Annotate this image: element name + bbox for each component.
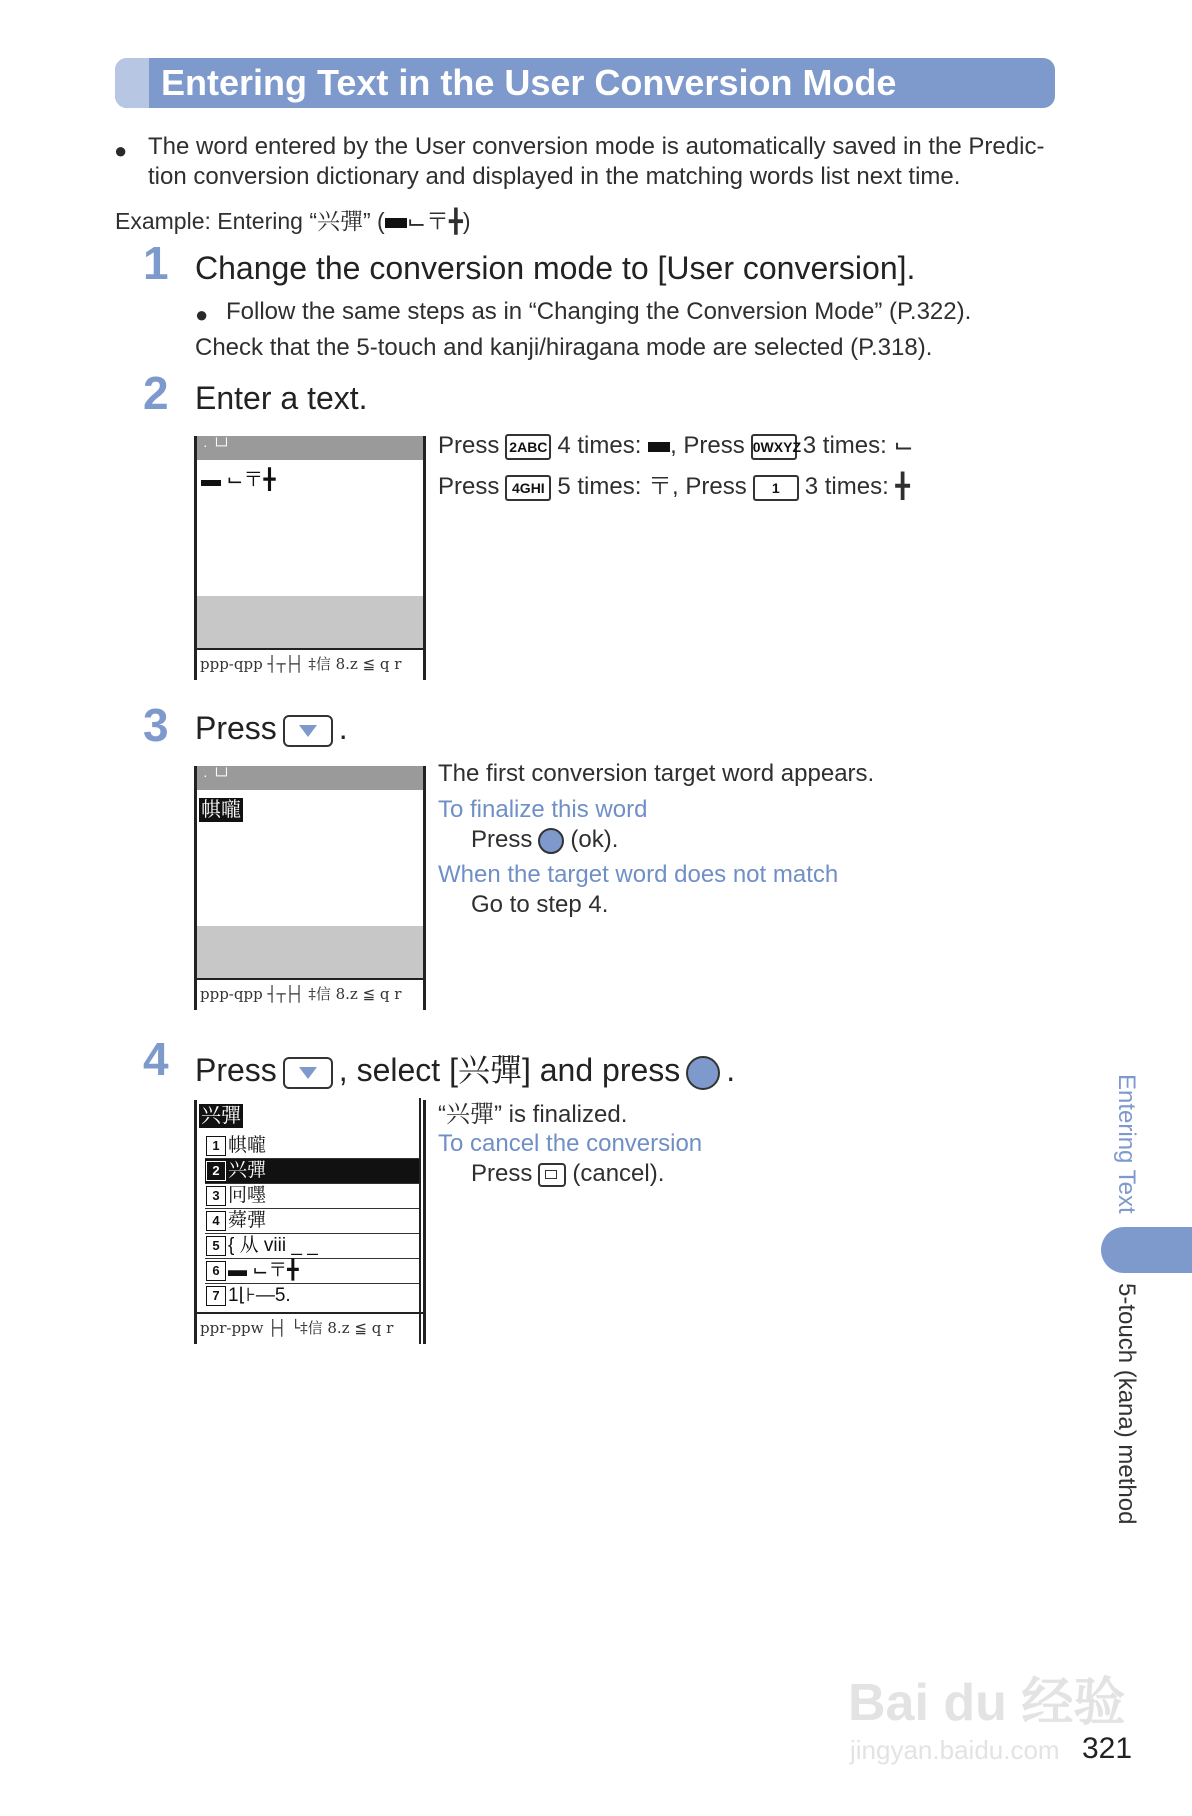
- key-1-icon: 1: [753, 475, 799, 501]
- center-key-icon: [686, 1056, 720, 1090]
- screen-input-text: ▬ ⌙〒╋: [201, 469, 276, 491]
- mail-key-icon: [538, 1163, 566, 1187]
- step-2-number: 2: [143, 367, 169, 419]
- candidate-item: 5 { 从 viii _ _: [205, 1234, 419, 1259]
- step-3-sub-2-text: Go to step 4.: [471, 891, 609, 918]
- step-3-number: 3: [143, 699, 169, 751]
- key-2-icon: 2ABC: [505, 434, 551, 460]
- key-4-icon: 4GHI: [505, 475, 551, 501]
- screen-header: · └┘: [197, 766, 423, 790]
- step-4-sub-1-text: Press (cancel).: [471, 1160, 665, 1187]
- step-1-bullet: Follow the same steps as in “Changing the Conversion Mode” (P.322).: [226, 298, 972, 325]
- example-glyphs: ⌙〒╋: [406, 208, 463, 234]
- intro-line-2: tion conversion dictionary and displayed in the matching words list next time.: [148, 163, 961, 190]
- divider-line: [419, 1098, 421, 1344]
- step-1-note: Check that the 5-touch and kanji/hiragana mode are selected (P.318).: [195, 334, 933, 361]
- screen-header: · └┘: [197, 436, 423, 460]
- step-4-sub-1: To cancel the conversion: [438, 1130, 703, 1157]
- candidate-item: 3 冋嚜: [205, 1184, 419, 1209]
- step-2-line-1: Press 2ABC 4 times: , Press 0WXYZ3 times: ⌙: [438, 432, 914, 459]
- candidate-item: 7 1⌊⊦—5.: [205, 1284, 419, 1308]
- sidebar-chapter: Entering Text: [1113, 1074, 1140, 1214]
- step-1-number: 1: [143, 237, 169, 289]
- example-suffix: ): [462, 208, 471, 234]
- sidebar-tab-marker: [1101, 1227, 1192, 1273]
- step-3-sub-1-text: Press (ok).: [471, 826, 619, 853]
- page-title: Entering Text in the User Conversion Mode: [161, 62, 897, 103]
- phone-screen-step-2: [194, 436, 426, 680]
- down-key-icon: [283, 715, 333, 747]
- center-key-icon: [538, 828, 564, 854]
- candidate-item: 6 ▬ ⌙〒╋: [205, 1259, 419, 1284]
- screen-status-bar: ppp-qpp ┤┬├┤ ‡信 8.z ≦ q r: [197, 978, 423, 1008]
- screen-grey-area: [197, 596, 423, 648]
- down-key-icon: [283, 1057, 333, 1089]
- step-3-desc: The first conversion target word appears.: [438, 760, 875, 787]
- candidate-item: 1 帺嚨: [205, 1134, 419, 1159]
- step-4-number: 4: [143, 1033, 169, 1085]
- watermark-url: jingyan.baidu.com: [850, 1735, 1060, 1765]
- step-3-sub-1: To finalize this word: [438, 796, 648, 823]
- glyph-dash-icon: ⌙: [893, 432, 914, 459]
- key-0-icon: 0WXYZ: [751, 434, 797, 460]
- step-3-sub-2: When the target word does not match: [438, 861, 839, 888]
- example-line: [115, 203, 471, 236]
- glyph-cross-icon: ╋: [895, 473, 910, 500]
- step-4-title: Press , select [兴彈] and press .: [195, 1052, 736, 1088]
- screen-status-bar: ppp-qpp ┤┬├┤ ‡信 8.z ≦ q r: [197, 648, 423, 678]
- bullet-dot: ●: [114, 138, 128, 163]
- step-2-title: Enter a text.: [195, 380, 368, 416]
- screen-status-bar: ppr-ppw ├┤ └‡信 8.z ≦ q r: [197, 1312, 423, 1342]
- screen-grey-area: [197, 926, 423, 978]
- sidebar-section: 5-touch (kana) method: [1113, 1283, 1140, 1525]
- candidate-item-selected: 2 兴彈: [205, 1159, 419, 1184]
- block-glyph-icon: [385, 218, 407, 228]
- phone-screen-step-4: [194, 1100, 426, 1344]
- watermark-logo: Bai du 经验: [848, 1674, 1126, 1732]
- step-4-desc: “兴彈” is finalized.: [438, 1101, 628, 1128]
- step-3-title: Press .: [195, 710, 348, 746]
- page-number: 321: [1082, 1732, 1133, 1765]
- screen-input-text: 帺嚨: [201, 799, 241, 821]
- candidate-item: 4 蕣彈: [205, 1209, 419, 1234]
- intro-line-1: The word entered by the User conversion mode is automatically saved in the Predic-: [148, 133, 1045, 160]
- step-1-title: Change the conversion mode to [User conversion].: [195, 250, 916, 286]
- step-2-line-2: Press 4GHI 5 times: 〒, Press 1 3 times: ╋: [438, 473, 910, 500]
- screen-input-text: 兴彈: [201, 1105, 241, 1127]
- title-accent: [115, 58, 149, 108]
- bullet-dot: ●: [195, 302, 209, 327]
- section-title-bar: [115, 58, 1055, 108]
- example-prefix: Example: Entering “兴彈” (: [115, 208, 385, 234]
- candidate-list: [205, 1134, 419, 1308]
- block-glyph-icon: [648, 442, 670, 452]
- phone-screen-step-3: [194, 766, 426, 1010]
